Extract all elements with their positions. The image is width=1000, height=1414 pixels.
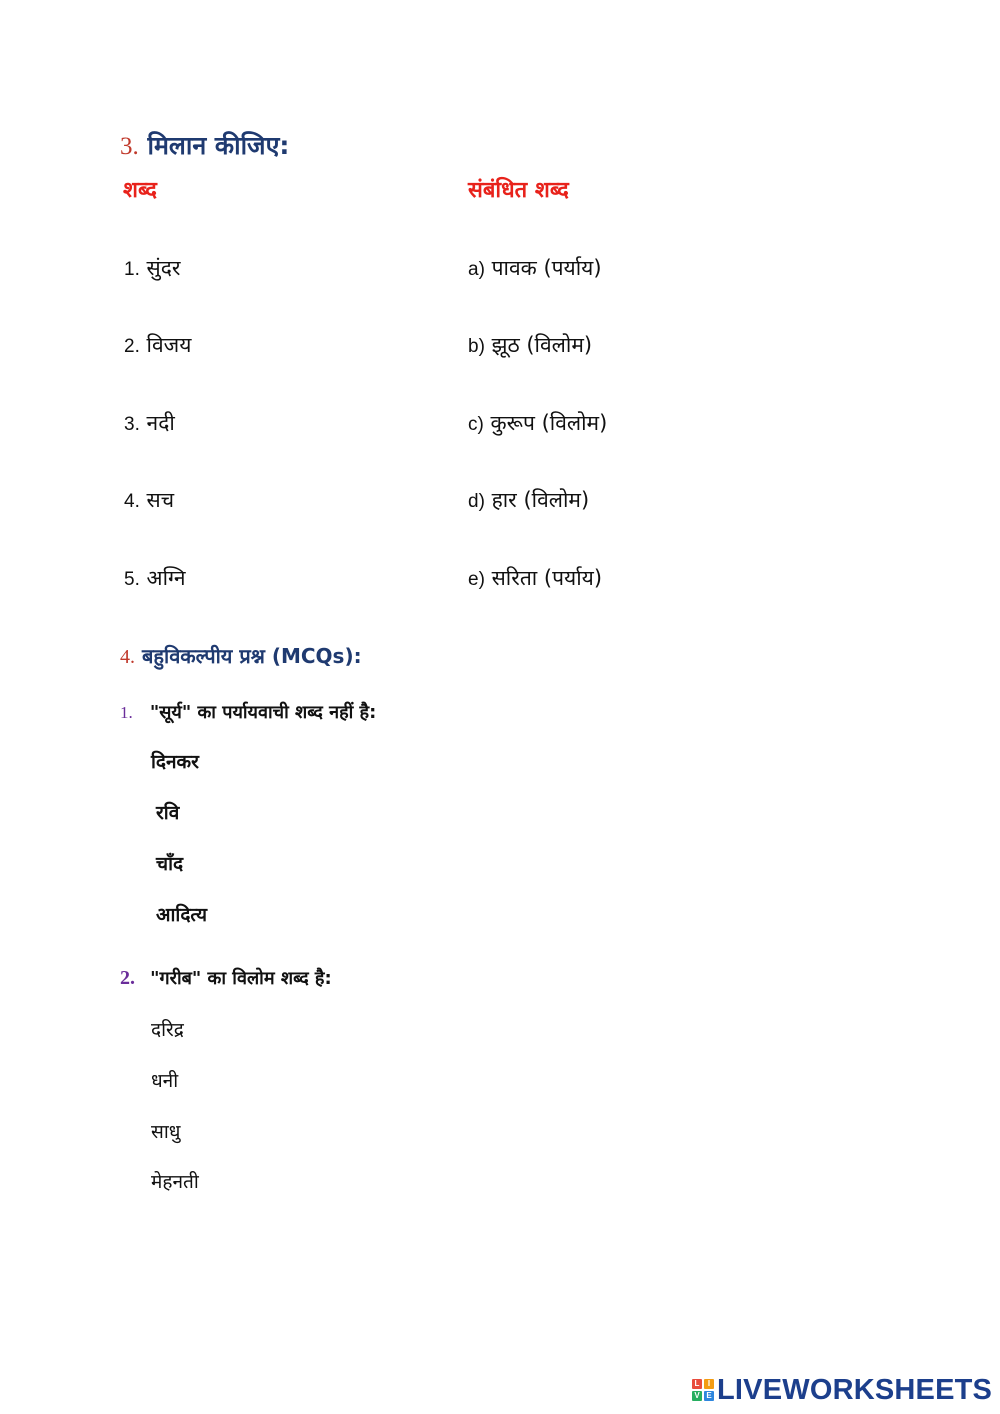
- logo-letter-i: I: [704, 1379, 714, 1389]
- section-3-number: 3.: [120, 133, 139, 160]
- liveworksheets-logo-icon: [692, 1379, 714, 1401]
- match-left-marker: 1.: [124, 259, 140, 280]
- match-right-text: पावक (पर्याय): [491, 256, 602, 280]
- match-right-item-e[interactable]: [468, 564, 602, 592]
- logo-letter-e: E: [704, 1391, 714, 1401]
- liveworksheets-wordmark: LIVEWORKSHEETS: [717, 1373, 993, 1406]
- match-left-marker: 2.: [124, 336, 140, 357]
- match-left-item-3[interactable]: [124, 409, 175, 437]
- logo-letter-v: V: [692, 1391, 702, 1401]
- question-1: [120, 700, 376, 724]
- match-left-text: सच: [146, 488, 175, 512]
- question-1-option-3[interactable]: चाँद: [156, 853, 184, 875]
- match-right-text: कुरूप (विलोम): [490, 411, 608, 435]
- question-2: [120, 966, 332, 990]
- question-1-option-4[interactable]: आदित्य: [156, 904, 207, 926]
- section-3-title: मिलान कीजिए:: [147, 131, 290, 160]
- match-left-item-2[interactable]: [124, 331, 191, 359]
- match-right-text: सरिता (पर्याय): [491, 566, 603, 590]
- match-left-text: नदी: [146, 411, 175, 435]
- column-heading-words: शब्द: [123, 178, 157, 203]
- question-2-option-2[interactable]: धनी: [151, 1070, 179, 1092]
- match-right-item-b[interactable]: [468, 331, 592, 359]
- match-left-marker: 4.: [124, 491, 140, 512]
- match-right-marker: a): [468, 259, 485, 280]
- match-right-marker: c): [468, 414, 484, 435]
- question-1-text: "सूर्य" का पर्यायवाची शब्द नहीं है:: [149, 702, 377, 723]
- match-left-text: सुंदर: [146, 256, 181, 280]
- match-left-text: अग्नि: [146, 566, 186, 590]
- liveworksheets-logo[interactable]: [692, 1372, 992, 1408]
- match-right-item-d[interactable]: [468, 486, 589, 514]
- match-left-marker: 5.: [124, 569, 140, 590]
- match-right-text: झूठ (विलोम): [491, 333, 593, 357]
- question-2-text: "गरीब" का विलोम शब्द है:: [150, 968, 332, 989]
- question-1-option-2[interactable]: रवि: [156, 802, 180, 824]
- match-left-item-1[interactable]: [124, 254, 180, 282]
- section-3-heading: [120, 128, 289, 162]
- question-1-option-1[interactable]: दिनकर: [151, 751, 199, 773]
- match-right-marker: b): [468, 336, 485, 357]
- match-right-marker: d): [468, 491, 485, 512]
- match-right-item-a[interactable]: [468, 254, 602, 282]
- question-2-number: 2.: [120, 967, 135, 989]
- section-4-number: 4.: [120, 646, 135, 668]
- section-4-heading: [120, 642, 362, 669]
- match-left-item-4[interactable]: [124, 486, 174, 514]
- column-heading-related-words: संबंधित शब्द: [468, 178, 569, 203]
- question-2-option-3[interactable]: साधु: [151, 1121, 181, 1143]
- match-left-text: विजय: [146, 333, 192, 357]
- question-2-option-4[interactable]: मेहनती: [151, 1171, 199, 1193]
- match-right-item-c[interactable]: [468, 409, 607, 437]
- match-left-marker: 3.: [124, 414, 140, 435]
- logo-letter-l: L: [692, 1379, 702, 1389]
- question-2-option-1[interactable]: दरिद्र: [151, 1019, 184, 1041]
- section-4-title: बहुविकल्पीय प्रश्न (MCQs):: [141, 644, 362, 668]
- question-1-number: 1.: [120, 703, 133, 722]
- match-left-item-5[interactable]: [124, 564, 186, 592]
- match-right-text: हार (विलोम): [491, 488, 590, 512]
- match-right-marker: e): [468, 569, 485, 590]
